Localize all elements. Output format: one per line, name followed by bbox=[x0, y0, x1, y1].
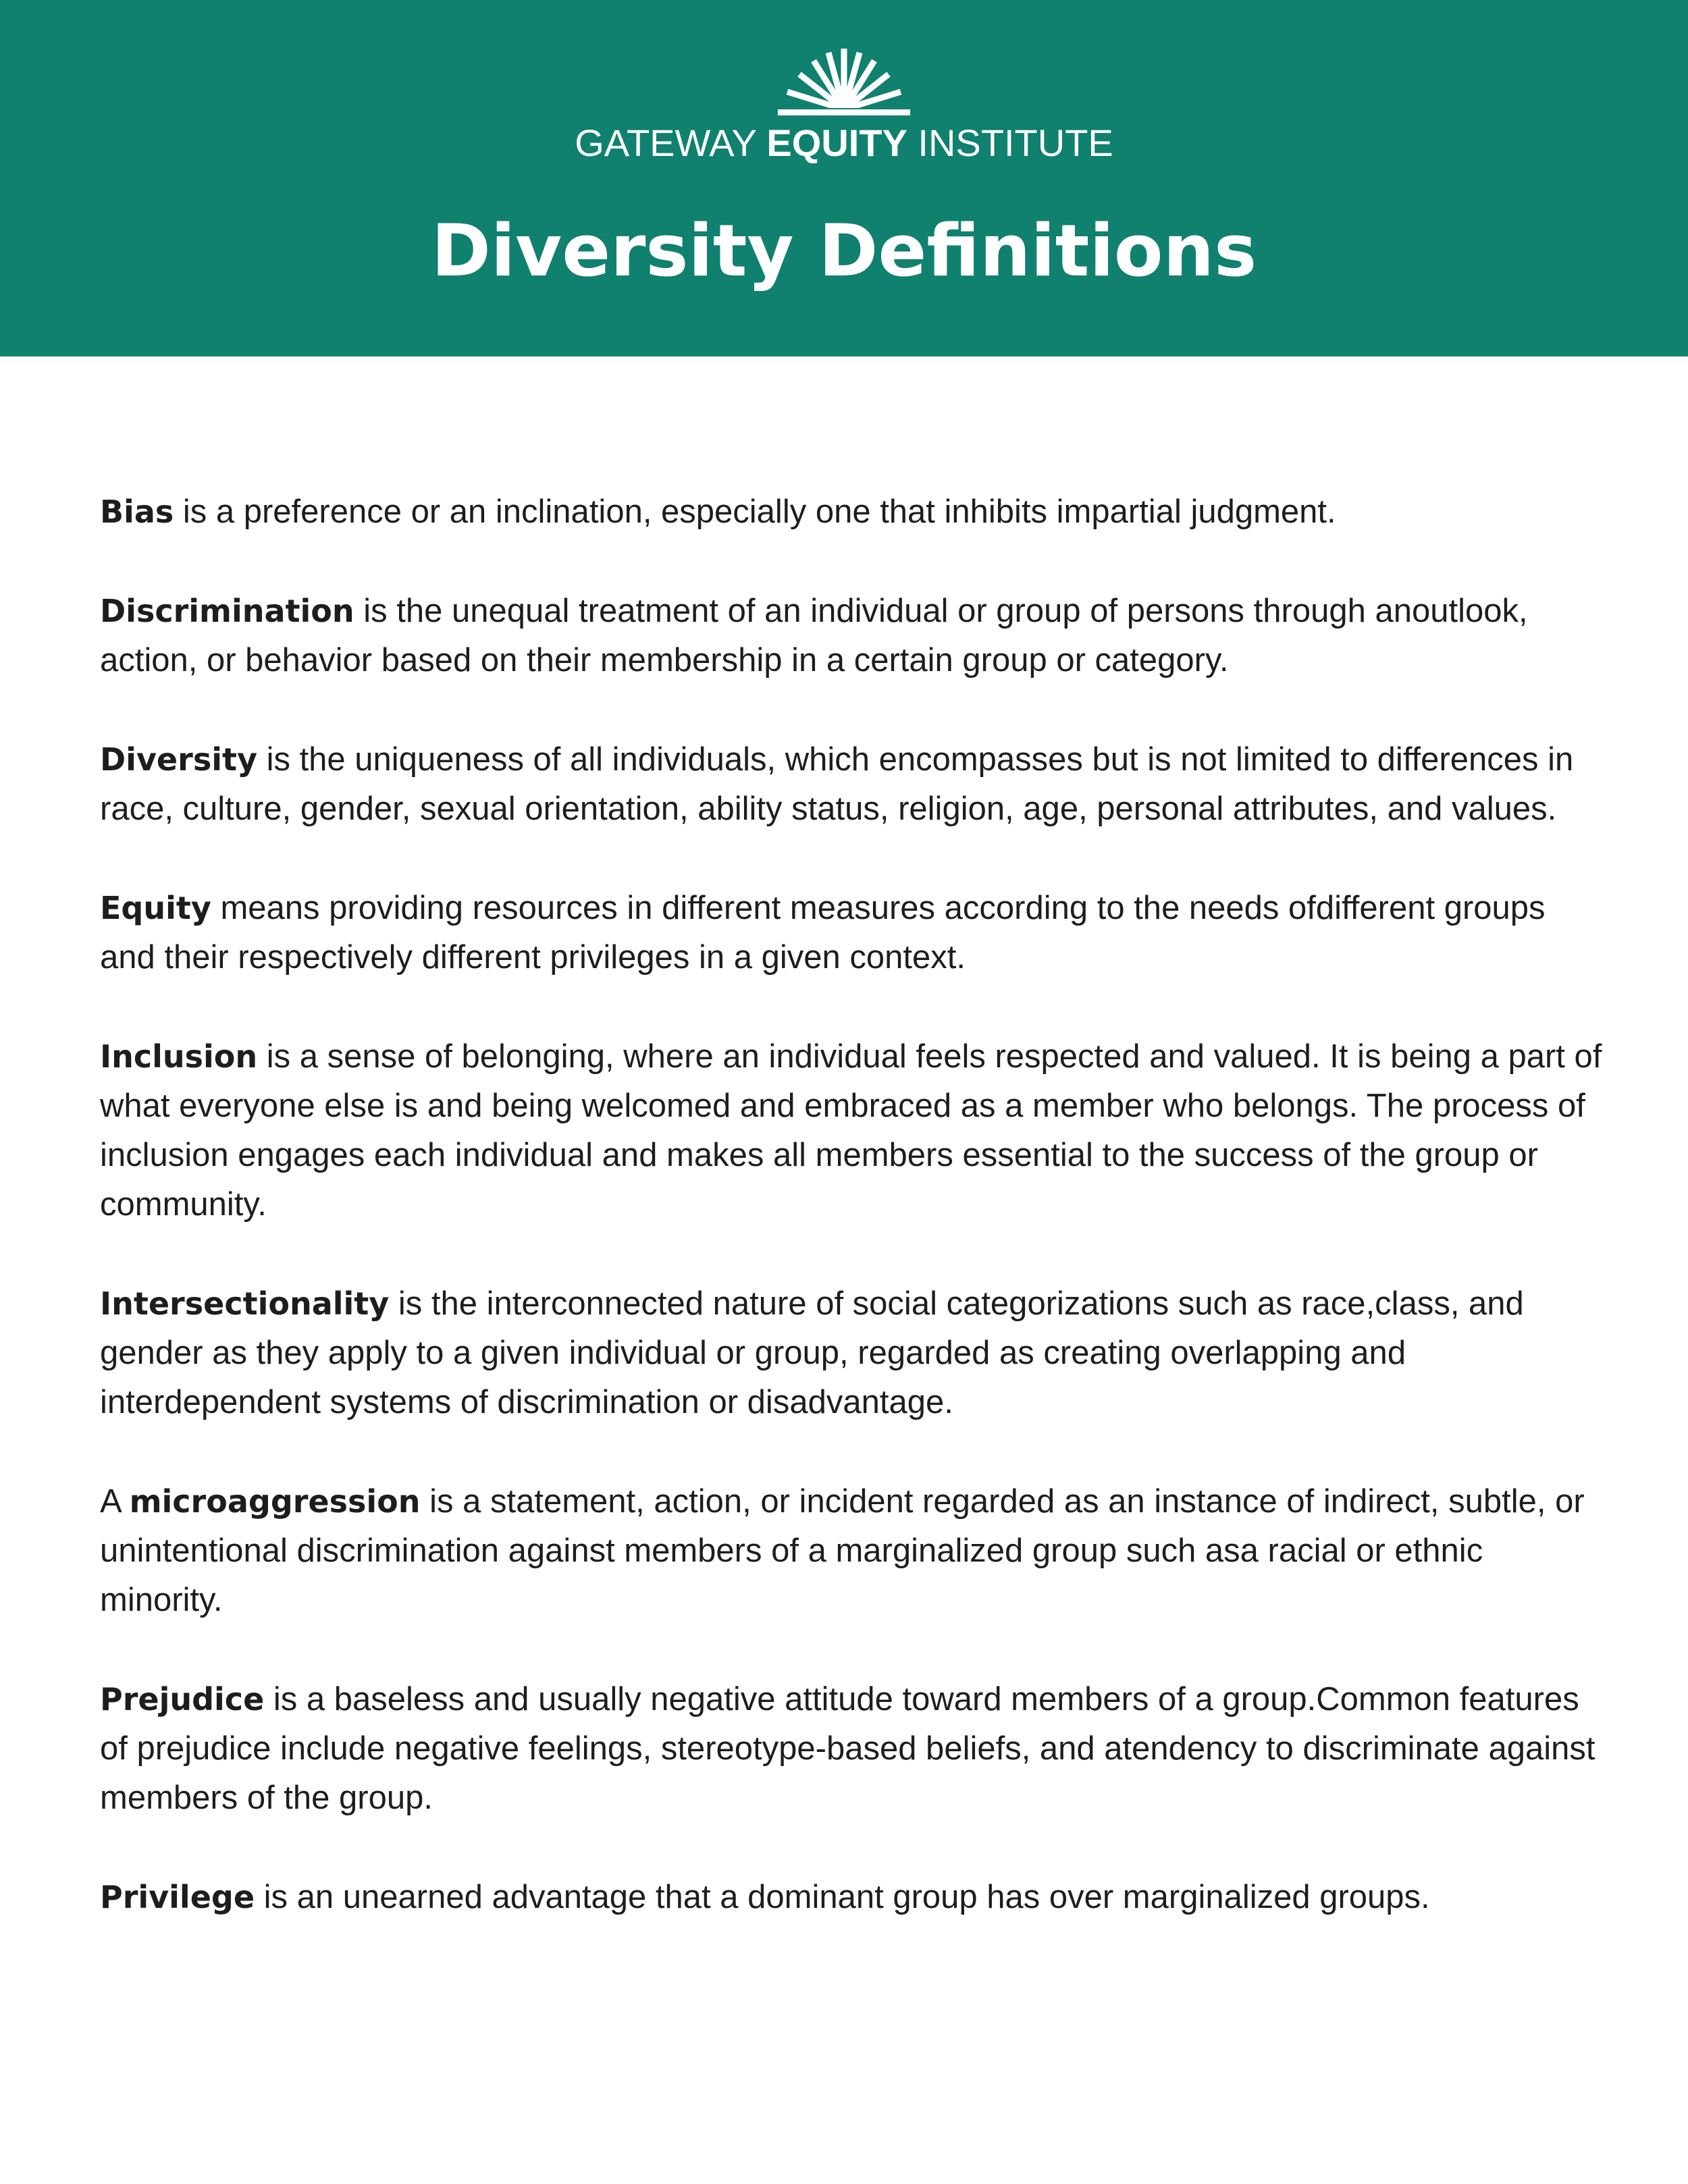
definition-term: Diversity bbox=[100, 741, 257, 778]
definition-term: Privilege bbox=[100, 1879, 255, 1915]
definition-text: is a preference or an inclination, especially one that inhibits impartial judgment. bbox=[174, 494, 1336, 530]
definition-text: is a baseless and usually negative attitude toward members of a group.Common features of prejudice include negative feelings, stereotype-based beliefs, and atendency to discriminate against members of the group. bbox=[100, 1681, 1595, 1816]
definition-text: means providing resources in different measures according to the needs ofdifferent groups and their respectively different privileges in a given context. bbox=[100, 890, 1546, 976]
organization-name bbox=[0, 116, 1688, 170]
organization-name-suffix: INSTITUTE bbox=[907, 122, 1113, 164]
definition-equity bbox=[100, 884, 1606, 982]
header-banner bbox=[0, 0, 1688, 356]
definition-text: is an unearned advantage that a dominant group has over marginalized groups. bbox=[255, 1879, 1430, 1915]
definition-term: Equity bbox=[100, 890, 211, 926]
definition-text: is a statement, action, or incident regarded as an instance of indirect, subtle, or unintentional discrimination against members of a marginalized group such asa racial or ethnic minority. bbox=[100, 1483, 1585, 1618]
definition-intersectionality bbox=[100, 1279, 1606, 1427]
definition-text: is the uniqueness of all individuals, which encompasses but is not limited to differences in race, culture, gender, sexual orientation, ability status, religion, age, personal attributes, and values. bbox=[100, 741, 1574, 827]
definition-term: microaggression bbox=[129, 1483, 421, 1520]
definitions-list bbox=[100, 487, 1606, 1972]
definition-microaggression bbox=[100, 1477, 1606, 1625]
definition-privilege bbox=[100, 1873, 1606, 1922]
definition-term: Discrimination bbox=[100, 593, 354, 629]
definition-term: Inclusion bbox=[100, 1038, 258, 1075]
definition-term: Prejudice bbox=[100, 1681, 265, 1717]
definition-term: Intersectionality bbox=[100, 1285, 390, 1322]
page-title: Diversity Definitions bbox=[431, 209, 1257, 292]
definition-text: is the interconnected nature of social categorizations such as race,class, and gender as they apply to a given individual or group, regarded as creating overlapping and interdependent systems of discrimination or disadvantage. bbox=[100, 1285, 1524, 1420]
sunrise-logo-icon bbox=[776, 47, 912, 117]
definition-diversity bbox=[100, 735, 1606, 834]
organization-name-emphasis: EQUITY bbox=[766, 122, 907, 164]
organization-name-prefix: GATEWAY bbox=[575, 122, 767, 164]
definition-bias bbox=[100, 487, 1606, 537]
definition-prejudice bbox=[100, 1675, 1606, 1823]
definition-inclusion bbox=[100, 1032, 1606, 1229]
definition-term: Bias bbox=[100, 494, 174, 530]
definition-text: is the unequal treatment of an individual or group of persons through anoutlook, action, or behavior based on their membership in a certain group or category. bbox=[100, 593, 1528, 678]
definition-discrimination bbox=[100, 587, 1606, 685]
definition-prefix: A bbox=[100, 1483, 130, 1520]
definition-text: is a sense of belonging, where an individual feels respected and valued. It is being a part of what everyone else is and being welcomed and embraced as a member who belongs. The process of inclusion engages each individual and makes all members essential to the success of the group or community. bbox=[100, 1038, 1602, 1223]
